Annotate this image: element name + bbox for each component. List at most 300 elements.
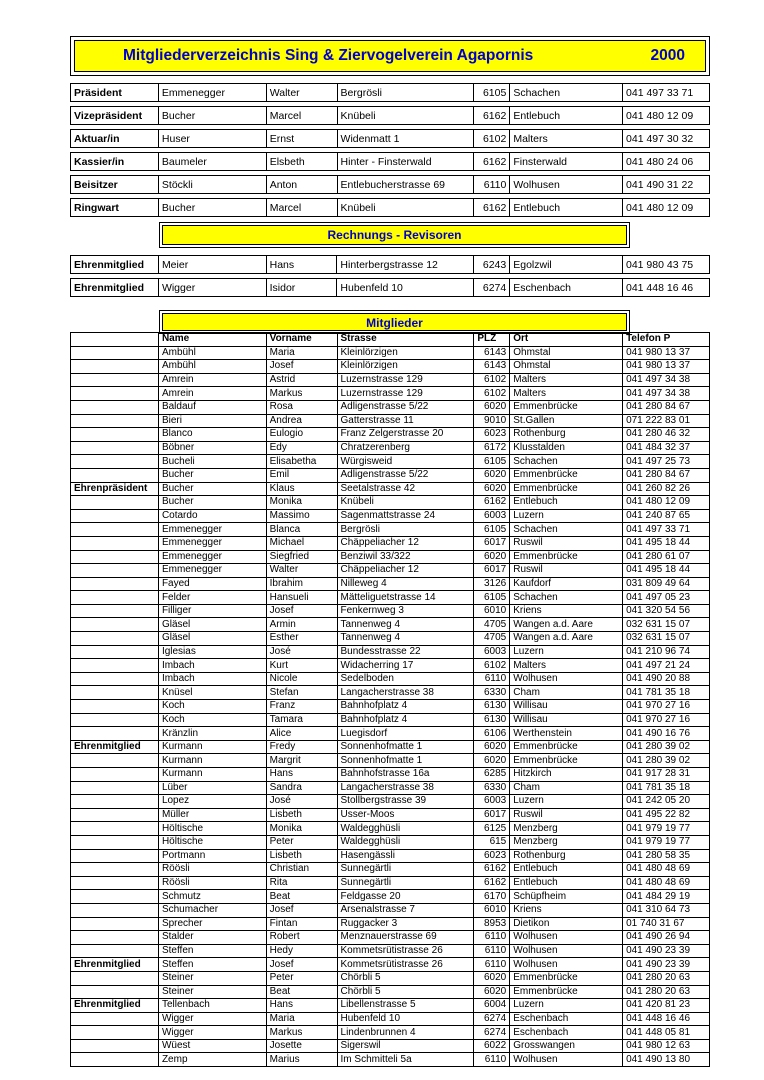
name-cell: Filliger bbox=[158, 604, 266, 618]
telefon-cell: 041 497 34 38 bbox=[623, 373, 710, 387]
strasse-cell: Im Schmitteli 5a bbox=[337, 1053, 474, 1067]
role-cell bbox=[71, 713, 159, 727]
ort-cell: Ohmstal bbox=[510, 360, 623, 374]
role-cell: Ehrenmitglied bbox=[71, 256, 159, 274]
strasse-cell: Kommetsrütistrasse 26 bbox=[337, 944, 474, 958]
telefon-cell: 041 495 18 44 bbox=[623, 536, 710, 550]
table-row bbox=[71, 863, 710, 877]
header-telefon: Telefon P bbox=[623, 333, 710, 347]
ort-cell: Grosswangen bbox=[510, 1039, 623, 1053]
vorname-cell: Esther bbox=[266, 632, 337, 646]
strasse-cell: Chäppeliacher 12 bbox=[337, 536, 474, 550]
vorname-cell: Elisabetha bbox=[266, 455, 337, 469]
name-cell: Zemp bbox=[158, 1053, 266, 1067]
name-cell: Amrein bbox=[158, 387, 266, 401]
telefon-cell: 041 280 61 07 bbox=[623, 550, 710, 564]
telefon-cell: 032 631 15 07 bbox=[623, 618, 710, 632]
vorname-cell: Ernst bbox=[266, 130, 337, 148]
name-cell: Röösli bbox=[158, 876, 266, 890]
vorname-cell: Beat bbox=[266, 985, 337, 999]
strasse-cell: Bergrösli bbox=[337, 84, 474, 102]
ort-cell: Entlebuch bbox=[510, 496, 623, 510]
role-cell bbox=[71, 577, 159, 591]
plz-cell: 6020 bbox=[474, 468, 510, 482]
table-row bbox=[71, 1012, 710, 1026]
name-cell: Steffen bbox=[158, 958, 266, 972]
telefon-cell: 041 280 39 02 bbox=[623, 754, 710, 768]
role-cell bbox=[71, 863, 159, 877]
role-cell bbox=[71, 808, 159, 822]
document-title: Mitgliederverzeichnis Sing & Ziervogelverein Agapornis bbox=[123, 47, 534, 64]
telefon-cell: 041 420 81 23 bbox=[623, 999, 710, 1013]
ort-cell: Luzern bbox=[510, 999, 623, 1013]
ort-cell: Menzberg bbox=[510, 835, 623, 849]
telefon-cell: 041 497 25 73 bbox=[623, 455, 710, 469]
plz-cell: 6022 bbox=[474, 1039, 510, 1053]
vorname-cell: José bbox=[266, 795, 337, 809]
ort-cell: Luzern bbox=[510, 645, 623, 659]
ort-cell: Finsterwald bbox=[510, 153, 623, 171]
plz-cell: 3126 bbox=[474, 577, 510, 591]
name-cell: Höltische bbox=[158, 822, 266, 836]
table-row bbox=[71, 849, 710, 863]
vorname-cell: Josef bbox=[266, 903, 337, 917]
table-row bbox=[71, 632, 710, 646]
vorname-cell: Monika bbox=[266, 822, 337, 836]
role-cell bbox=[71, 496, 159, 510]
table-row bbox=[71, 84, 710, 102]
members-table bbox=[70, 332, 710, 1067]
name-cell: Steffen bbox=[158, 944, 266, 958]
strasse-cell: Langacherstrasse 38 bbox=[337, 781, 474, 795]
telefon-cell: 041 242 05 20 bbox=[623, 795, 710, 809]
strasse-cell: Luegisdorf bbox=[337, 727, 474, 741]
telefon-cell: 041 480 12 09 bbox=[623, 199, 710, 217]
ort-cell: Eschenbach bbox=[510, 1026, 623, 1040]
plz-cell: 6143 bbox=[474, 360, 510, 374]
ort-cell: Wangen a.d. Aare bbox=[510, 618, 623, 632]
name-cell: Müller bbox=[158, 808, 266, 822]
vorname-cell: Markus bbox=[266, 1026, 337, 1040]
table-row bbox=[71, 618, 710, 632]
ort-cell: Wolhusen bbox=[510, 672, 623, 686]
strasse-cell: Adligenstrasse 5/22 bbox=[337, 400, 474, 414]
ort-cell: Emmenbrücke bbox=[510, 468, 623, 482]
telefon-cell: 041 979 19 77 bbox=[623, 822, 710, 836]
ort-cell: Schachen bbox=[510, 84, 623, 102]
plz-cell: 6162 bbox=[474, 876, 510, 890]
strasse-cell: Bundesstrasse 22 bbox=[337, 645, 474, 659]
ort-cell: Werthenstein bbox=[510, 727, 623, 741]
vorname-cell: Josette bbox=[266, 1039, 337, 1053]
name-cell: Felder bbox=[158, 591, 266, 605]
name-cell: Knüsel bbox=[158, 686, 266, 700]
plz-cell: 6017 bbox=[474, 808, 510, 822]
strasse-cell: Arsenalstrasse 7 bbox=[337, 903, 474, 917]
vorname-cell: Hans bbox=[266, 256, 337, 274]
plz-cell: 6004 bbox=[474, 999, 510, 1013]
role-cell: Ehrenmitglied bbox=[71, 279, 159, 297]
vorname-cell: Robert bbox=[266, 931, 337, 945]
name-cell: Bieri bbox=[158, 414, 266, 428]
role-cell bbox=[71, 903, 159, 917]
plz-cell: 6274 bbox=[474, 279, 510, 297]
name-cell: Kurmann bbox=[158, 768, 266, 782]
plz-cell: 6003 bbox=[474, 645, 510, 659]
telefon-cell: 041 448 16 46 bbox=[623, 1012, 710, 1026]
telefon-cell: 041 490 23 39 bbox=[623, 958, 710, 972]
role-cell bbox=[71, 441, 159, 455]
plz-cell: 6130 bbox=[474, 700, 510, 714]
strasse-cell: Fenkernweg 3 bbox=[337, 604, 474, 618]
table-row bbox=[71, 414, 710, 428]
telefon-cell: 041 781 35 18 bbox=[623, 686, 710, 700]
plz-cell: 6172 bbox=[474, 441, 510, 455]
name-cell: Bucher bbox=[158, 496, 266, 510]
table-row bbox=[71, 550, 710, 564]
strasse-cell: Waldegghüsli bbox=[337, 835, 474, 849]
table-row bbox=[71, 835, 710, 849]
name-cell: Kränzlin bbox=[158, 727, 266, 741]
table-row bbox=[71, 387, 710, 401]
vorname-cell: Ibrahim bbox=[266, 577, 337, 591]
ort-cell: Menzberg bbox=[510, 822, 623, 836]
ort-cell: Kriens bbox=[510, 604, 623, 618]
plz-cell: 6243 bbox=[474, 256, 510, 274]
name-cell: Imbach bbox=[158, 659, 266, 673]
plz-cell: 6020 bbox=[474, 400, 510, 414]
plz-cell: 6102 bbox=[474, 373, 510, 387]
table-row bbox=[71, 768, 710, 782]
strasse-cell: Chäppeliacher 12 bbox=[337, 564, 474, 578]
role-cell bbox=[71, 414, 159, 428]
vorname-cell: Walter bbox=[266, 84, 337, 102]
header-vorname: Vorname bbox=[266, 333, 337, 347]
vorname-cell: Sandra bbox=[266, 781, 337, 795]
telefon-cell: 041 495 18 44 bbox=[623, 564, 710, 578]
strasse-cell: Chörbli 5 bbox=[337, 985, 474, 999]
telefon-cell: 041 979 19 77 bbox=[623, 835, 710, 849]
vorname-cell: Maria bbox=[266, 346, 337, 360]
table-row bbox=[71, 591, 710, 605]
telefon-cell: 041 280 20 63 bbox=[623, 985, 710, 999]
ort-cell: Luzern bbox=[510, 795, 623, 809]
name-cell: Blanco bbox=[158, 428, 266, 442]
ort-cell: Malters bbox=[510, 130, 623, 148]
plz-cell: 6010 bbox=[474, 903, 510, 917]
strasse-cell: Chratzerenberg bbox=[337, 441, 474, 455]
name-cell: Baldauf bbox=[158, 400, 266, 414]
table-row bbox=[71, 468, 710, 482]
ort-cell: Schachen bbox=[510, 523, 623, 537]
name-cell: Emmenegger bbox=[158, 523, 266, 537]
header-ort: Ort bbox=[510, 333, 623, 347]
role-cell bbox=[71, 795, 159, 809]
vorname-cell: Marius bbox=[266, 1053, 337, 1067]
role-cell bbox=[71, 523, 159, 537]
telefon-cell: 041 490 13 80 bbox=[623, 1053, 710, 1067]
table-row bbox=[71, 876, 710, 890]
telefon-cell: 071 222 83 01 bbox=[623, 414, 710, 428]
telefon-cell: 031 809 49 64 bbox=[623, 577, 710, 591]
vorname-cell: Hedy bbox=[266, 944, 337, 958]
name-cell: Stöckli bbox=[158, 176, 266, 194]
strasse-cell: Widacherring 17 bbox=[337, 659, 474, 673]
strasse-cell: Ruggacker 3 bbox=[337, 917, 474, 931]
role-cell bbox=[71, 768, 159, 782]
vorname-cell: Rosa bbox=[266, 400, 337, 414]
role-cell bbox=[71, 564, 159, 578]
vorname-cell: Anton bbox=[266, 176, 337, 194]
plz-cell: 6162 bbox=[474, 496, 510, 510]
name-cell: Bucheli bbox=[158, 455, 266, 469]
telefon-cell: 041 280 39 02 bbox=[623, 740, 710, 754]
name-cell: Meier bbox=[158, 256, 266, 274]
role-cell: Ringwart bbox=[71, 199, 159, 217]
plz-cell: 6274 bbox=[474, 1012, 510, 1026]
name-cell: Röösli bbox=[158, 863, 266, 877]
plz-cell: 6274 bbox=[474, 1026, 510, 1040]
ort-cell: Emmenbrücke bbox=[510, 400, 623, 414]
strasse-cell: Kommetsrütistrasse 26 bbox=[337, 958, 474, 972]
ort-cell: Ruswil bbox=[510, 564, 623, 578]
name-cell: Wigger bbox=[158, 1012, 266, 1026]
strasse-cell: Lindenbrunnen 4 bbox=[337, 1026, 474, 1040]
table-row bbox=[71, 754, 710, 768]
strasse-cell: Hubenfeld 10 bbox=[337, 1012, 474, 1026]
ort-cell: Schachen bbox=[510, 455, 623, 469]
telefon-cell: 041 280 46 32 bbox=[623, 428, 710, 442]
plz-cell: 6106 bbox=[474, 727, 510, 741]
strasse-cell: Hinter - Finsterwald bbox=[337, 153, 474, 171]
table-row bbox=[71, 944, 710, 958]
role-cell bbox=[71, 1012, 159, 1026]
telefon-cell: 041 480 48 69 bbox=[623, 863, 710, 877]
plz-cell: 6110 bbox=[474, 176, 510, 194]
ort-cell: Emmenbrücke bbox=[510, 550, 623, 564]
ort-cell: Ruswil bbox=[510, 808, 623, 822]
telefon-cell: 032 631 15 07 bbox=[623, 632, 710, 646]
ort-cell: Wolhusen bbox=[510, 944, 623, 958]
ort-cell: Luzern bbox=[510, 509, 623, 523]
table-row bbox=[71, 1026, 710, 1040]
strasse-cell: Hubenfeld 10 bbox=[337, 279, 474, 297]
name-cell: Ambühl bbox=[158, 360, 266, 374]
vorname-cell: Marcel bbox=[266, 107, 337, 125]
strasse-cell: Hasengässli bbox=[337, 849, 474, 863]
role-cell bbox=[71, 632, 159, 646]
strasse-cell: Knübeli bbox=[337, 107, 474, 125]
name-cell: Lopez bbox=[158, 795, 266, 809]
vorname-cell: Lisbeth bbox=[266, 849, 337, 863]
table-row bbox=[71, 890, 710, 904]
ort-cell: Kriens bbox=[510, 903, 623, 917]
strasse-cell: Luzernstrasse 129 bbox=[337, 387, 474, 401]
vorname-cell: Kurt bbox=[266, 659, 337, 673]
telefon-cell: 041 240 87 65 bbox=[623, 509, 710, 523]
role-cell: Kassier/in bbox=[71, 153, 159, 171]
name-cell: Wigger bbox=[158, 1026, 266, 1040]
vorname-cell: Massimo bbox=[266, 509, 337, 523]
telefon-cell: 041 210 96 74 bbox=[623, 645, 710, 659]
name-cell: Cotardo bbox=[158, 509, 266, 523]
role-cell bbox=[71, 754, 159, 768]
telefon-cell: 01 740 31 67 bbox=[623, 917, 710, 931]
telefon-cell: 041 480 12 09 bbox=[623, 107, 710, 125]
vorname-cell: Josef bbox=[266, 604, 337, 618]
role-cell bbox=[71, 387, 159, 401]
telefon-cell: 041 980 43 75 bbox=[623, 256, 710, 274]
role-cell bbox=[71, 604, 159, 618]
name-cell: Kurmann bbox=[158, 754, 266, 768]
name-cell: Kurmann bbox=[158, 740, 266, 754]
vorname-cell: Hans bbox=[266, 768, 337, 782]
vorname-cell: Markus bbox=[266, 387, 337, 401]
role-cell bbox=[71, 618, 159, 632]
table-row bbox=[71, 713, 710, 727]
role-cell bbox=[71, 591, 159, 605]
vorname-cell: Astrid bbox=[266, 373, 337, 387]
telefon-cell: 041 480 12 09 bbox=[623, 496, 710, 510]
telefon-cell: 041 448 05 81 bbox=[623, 1026, 710, 1040]
role-cell bbox=[71, 917, 159, 931]
role-cell: Präsident bbox=[71, 84, 159, 102]
role-cell bbox=[71, 727, 159, 741]
role-cell bbox=[71, 700, 159, 714]
role-cell bbox=[71, 672, 159, 686]
header-name: Name bbox=[158, 333, 266, 347]
table-row bbox=[71, 917, 710, 931]
strasse-cell: Chörbli 5 bbox=[337, 971, 474, 985]
vorname-cell: Armin bbox=[266, 618, 337, 632]
plz-cell: 6162 bbox=[474, 107, 510, 125]
role-cell bbox=[71, 835, 159, 849]
name-cell: Huser bbox=[158, 130, 266, 148]
plz-cell: 6162 bbox=[474, 863, 510, 877]
strasse-cell: Bahnhofstrasse 16a bbox=[337, 768, 474, 782]
table-row bbox=[71, 441, 710, 455]
plz-cell: 6162 bbox=[474, 199, 510, 217]
ort-cell: Emmenbrücke bbox=[510, 740, 623, 754]
table-row bbox=[71, 659, 710, 673]
role-cell bbox=[71, 455, 159, 469]
strasse-cell: Langacherstrasse 38 bbox=[337, 686, 474, 700]
ort-cell: Emmenbrücke bbox=[510, 971, 623, 985]
strasse-cell: Sonnenhofmatte 1 bbox=[337, 740, 474, 754]
ort-cell: Emmenbrücke bbox=[510, 482, 623, 496]
table-row bbox=[71, 346, 710, 360]
role-cell bbox=[71, 931, 159, 945]
table-row bbox=[71, 795, 710, 809]
table-row bbox=[71, 971, 710, 985]
vorname-cell: Hans bbox=[266, 999, 337, 1013]
strasse-cell: Feldgasse 20 bbox=[337, 890, 474, 904]
telefon-cell: 041 497 21 24 bbox=[623, 659, 710, 673]
vorname-cell: Tamara bbox=[266, 713, 337, 727]
telefon-cell: 041 280 20 63 bbox=[623, 971, 710, 985]
strasse-cell: Bahnhofplatz 4 bbox=[337, 700, 474, 714]
table-row bbox=[71, 373, 710, 387]
plz-cell: 6105 bbox=[474, 84, 510, 102]
ort-cell: Entlebuch bbox=[510, 199, 623, 217]
vorname-cell: Margrit bbox=[266, 754, 337, 768]
plz-cell: 6023 bbox=[474, 849, 510, 863]
plz-cell: 6003 bbox=[474, 509, 510, 523]
vorname-cell: Blanca bbox=[266, 523, 337, 537]
role-cell bbox=[71, 686, 159, 700]
table-row bbox=[71, 958, 710, 972]
telefon-cell: 041 484 29 19 bbox=[623, 890, 710, 904]
name-cell: Gläsel bbox=[158, 632, 266, 646]
ort-cell: Hitzkirch bbox=[510, 768, 623, 782]
ort-cell: Emmenbrücke bbox=[510, 754, 623, 768]
ort-cell: Malters bbox=[510, 659, 623, 673]
strasse-cell: Kleinlörzigen bbox=[337, 346, 474, 360]
table-row bbox=[71, 686, 710, 700]
plz-cell: 6110 bbox=[474, 958, 510, 972]
plz-cell: 6110 bbox=[474, 1053, 510, 1067]
plz-cell: 6020 bbox=[474, 482, 510, 496]
vorname-cell: Rita bbox=[266, 876, 337, 890]
name-cell: Emmenegger bbox=[158, 564, 266, 578]
telefon-cell: 041 980 13 37 bbox=[623, 346, 710, 360]
table-row bbox=[71, 130, 710, 148]
name-cell: Wüest bbox=[158, 1039, 266, 1053]
ort-cell: Wolhusen bbox=[510, 1053, 623, 1067]
strasse-cell: Hinterbergstrasse 12 bbox=[337, 256, 474, 274]
telefon-cell: 041 280 58 35 bbox=[623, 849, 710, 863]
plz-cell: 6110 bbox=[474, 944, 510, 958]
strasse-cell: Sagenmattstrasse 24 bbox=[337, 509, 474, 523]
strasse-cell: Menznauerstrasse 69 bbox=[337, 931, 474, 945]
name-cell: Emmenegger bbox=[158, 550, 266, 564]
table-row bbox=[71, 536, 710, 550]
vorname-cell: Elsbeth bbox=[266, 153, 337, 171]
telefon-cell: 041 495 22 82 bbox=[623, 808, 710, 822]
telefon-cell: 041 490 23 39 bbox=[623, 944, 710, 958]
title-banner bbox=[74, 40, 706, 72]
telefon-cell: 041 497 30 32 bbox=[623, 130, 710, 148]
role-cell bbox=[71, 373, 159, 387]
strasse-cell: Mätteliguetstrasse 14 bbox=[337, 591, 474, 605]
strasse-cell: Libellenstrasse 5 bbox=[337, 999, 474, 1013]
ort-cell: Willisau bbox=[510, 713, 623, 727]
vorname-cell: Fintan bbox=[266, 917, 337, 931]
table-row bbox=[71, 199, 710, 217]
strasse-cell: Bahnhofplatz 4 bbox=[337, 713, 474, 727]
strasse-cell: Sunnegärtli bbox=[337, 876, 474, 890]
role-cell: Ehrenpräsident bbox=[71, 482, 159, 496]
table-row bbox=[71, 740, 710, 754]
telefon-cell: 041 497 33 71 bbox=[623, 84, 710, 102]
ort-cell: St.Gallen bbox=[510, 414, 623, 428]
vorname-cell: Josef bbox=[266, 958, 337, 972]
mitglieder-title: Mitglieder bbox=[162, 313, 627, 331]
name-cell: Bucher bbox=[158, 107, 266, 125]
plz-cell: 6017 bbox=[474, 564, 510, 578]
plz-cell: 6102 bbox=[474, 387, 510, 401]
role-cell bbox=[71, 890, 159, 904]
telefon-cell: 041 490 20 88 bbox=[623, 672, 710, 686]
plz-cell: 6105 bbox=[474, 523, 510, 537]
name-cell: Lüber bbox=[158, 781, 266, 795]
plz-cell: 6102 bbox=[474, 130, 510, 148]
name-cell: Baumeler bbox=[158, 153, 266, 171]
name-cell: Schumacher bbox=[158, 903, 266, 917]
vorname-cell: Peter bbox=[266, 971, 337, 985]
name-cell: Steiner bbox=[158, 985, 266, 999]
role-cell bbox=[71, 876, 159, 890]
